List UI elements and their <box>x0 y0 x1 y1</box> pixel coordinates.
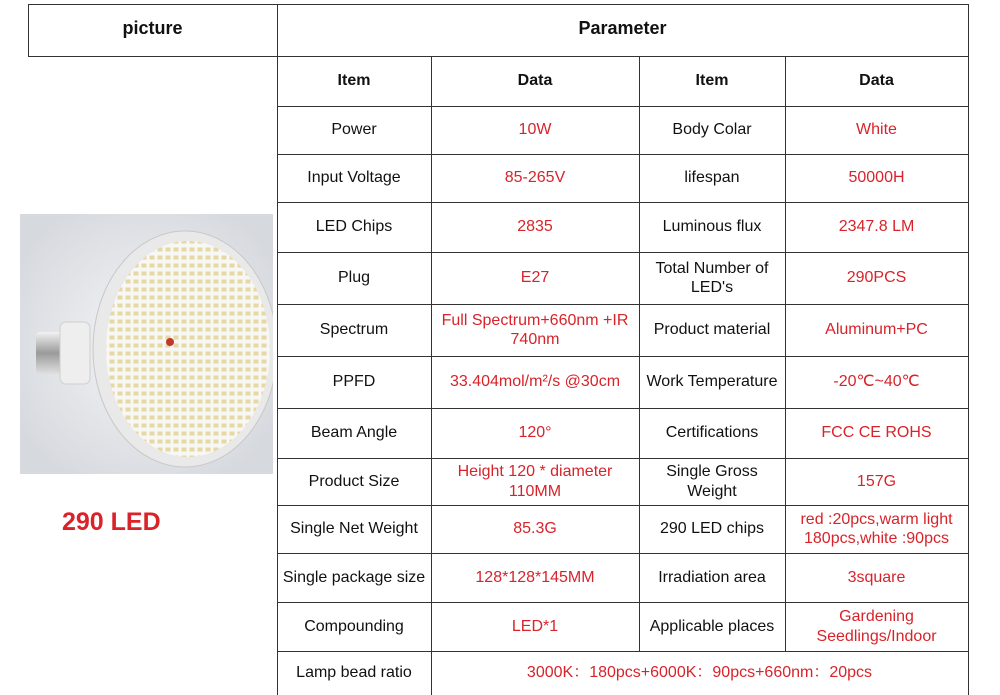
product-caption: 290 LED <box>62 508 161 536</box>
row-data-2: -20℃~40℃ <box>833 373 920 391</box>
row-data-1: 128*128*145MM <box>475 568 595 586</box>
row-data-2: 2347.8 LM <box>838 218 915 236</box>
row-data-2: 3square <box>847 568 906 586</box>
row-item-2: Irradiation area <box>658 568 766 586</box>
row-data-2: red :20pcs,warm light 180pcs,white :90pcs <box>800 510 953 547</box>
row-item-2: Single Gross Weight <box>666 463 758 500</box>
parameter-header: Parameter <box>578 17 667 38</box>
row-data-1: 10W <box>518 121 552 139</box>
product-photo <box>20 214 273 474</box>
row-item-2: Product material <box>653 321 771 339</box>
table-right-border <box>968 4 969 695</box>
last-row-item: Lamp bead ratio <box>296 664 412 682</box>
row-item-1: Single Net Weight <box>290 520 418 538</box>
row-data-1: 33.404mol/m²/s @30cm <box>449 373 621 391</box>
row-data-1: LED*1 <box>511 617 559 635</box>
row-item-1: Compounding <box>304 617 404 635</box>
row-data-2: FCC CE ROHS <box>821 424 932 442</box>
row-data-2: 290PCS <box>846 269 907 287</box>
col-data-2: Data <box>859 72 894 90</box>
row-data-2: 50000H <box>848 169 905 187</box>
row-item-1: Spectrum <box>319 321 389 339</box>
row-item-1: Power <box>331 121 377 139</box>
row-item-2: Certifications <box>665 424 759 442</box>
row-item-1: Product Size <box>308 472 400 490</box>
row-data-1: Full Spectrum+660nm +IR 740nm <box>441 311 629 348</box>
row-data-1: Height 120 * diameter 110MM <box>457 463 613 500</box>
picture-header: picture <box>122 17 183 38</box>
col-item-1: Item <box>337 72 371 90</box>
row-data-2: 157G <box>856 472 897 490</box>
row-item-1: Plug <box>337 269 371 287</box>
col-item-2: Item <box>695 72 729 90</box>
row-data-2: White <box>856 121 897 139</box>
row-data-2: Aluminum+PC <box>825 321 928 339</box>
row-data-1: 2835 <box>517 218 553 236</box>
row-data-1: E27 <box>520 269 550 287</box>
row-data-1: 120° <box>518 424 552 442</box>
row-data-1: 85.3G <box>513 520 557 538</box>
col-data-1: Data <box>517 72 553 90</box>
row-item-2: Applicable places <box>649 617 775 635</box>
row-item-1: Beam Angle <box>310 424 398 442</box>
row-item-1: Single package size <box>282 568 426 586</box>
table-top-border <box>28 4 968 5</box>
row-item-2: lifespan <box>684 169 740 187</box>
row-item-2: Total Number of LED's <box>655 259 769 296</box>
row-data-2: Gardening Seedlings/Indoor <box>816 608 937 645</box>
row-item-1: PPFD <box>332 373 376 391</box>
last-row-data: 3000K：180pcs+6000K：90pcs+660nm：20pcs <box>526 664 873 682</box>
row-item-2: Luminous flux <box>662 218 762 236</box>
led-bulb-image <box>20 214 273 474</box>
row-item-1: LED Chips <box>315 218 393 236</box>
row-data-1: 85-265V <box>504 169 566 187</box>
row-item-2: 290 LED chips <box>659 520 765 538</box>
row-item-2: Work Temperature <box>646 373 778 391</box>
row-item-2: Body Colar <box>672 121 752 139</box>
picture-left-border <box>28 4 29 56</box>
row-item-1: Input Voltage <box>307 169 401 187</box>
